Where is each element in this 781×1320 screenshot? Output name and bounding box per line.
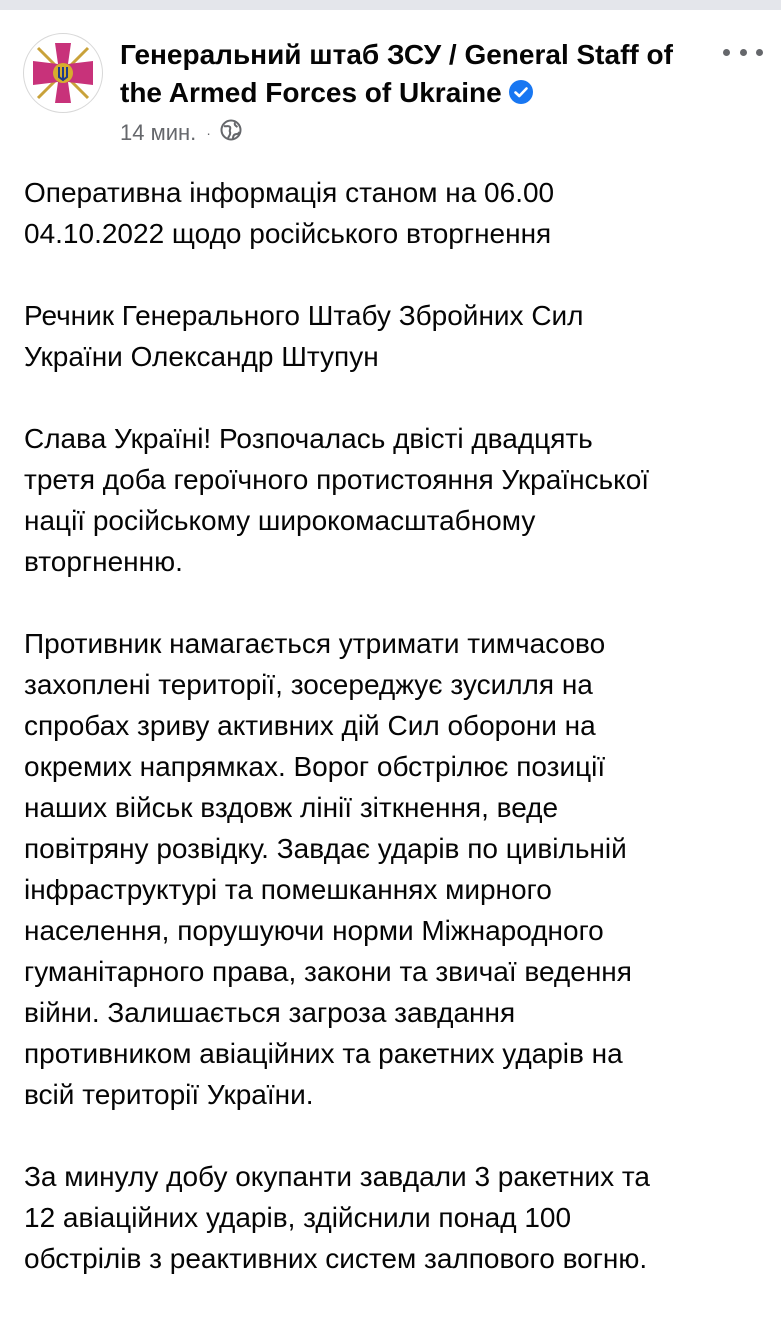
verified-badge-icon — [508, 77, 534, 103]
general-staff-emblem-icon — [24, 34, 102, 112]
top-divider — [0, 0, 781, 10]
more-options-icon-dot — [740, 49, 747, 56]
post-paragraph: Речник Генерального Штабу Збройних Сил України Олександр Штупун — [24, 300, 584, 372]
page-avatar[interactable] — [23, 33, 103, 113]
post-header — [0, 10, 781, 150]
post-paragraph: За минулу добу окупанти завдали 3 ракетних та 12 авіаційних ударів, здійснили понад 100 обстрілів з реактивних систем залпового вогню. — [24, 1161, 650, 1274]
more-options-icon-dot — [756, 49, 763, 56]
post-text — [24, 172, 764, 1320]
more-options-icon-dot — [723, 49, 730, 56]
page-name[interactable] — [120, 36, 700, 112]
globe-icon — [220, 119, 242, 147]
post-meta — [120, 118, 242, 148]
post-paragraph: Слава Україні! Розпочалась двісті двадцять третя доба героїчного протистояння Української нації російському широкомасштабному вторгненню. — [24, 423, 650, 577]
meta-separator: · — [206, 125, 211, 141]
more-options-button[interactable] — [723, 40, 763, 64]
post-timestamp[interactable]: 14 мин. — [120, 120, 197, 145]
post-paragraph: Противник намагається утримати тимчасово захоплені території, зосереджує зусилля на спробах зриву активних дій Сил оборони на окремих напрямках. Ворог обстрілює позиції наших військ вздовж лінії зіткнення, веде повітряну розвідку. Завдає ударів по цивільній інфраструктурі та помешканнях мирного населення, порушуючи норми Міжнародного гуманітарного права, закони та звичаї ведення війни. Залишається загроза завдання противником авіаційних та ракетних ударів на всій території України. — [24, 628, 632, 1110]
page-name-text[interactable]: Генеральний штаб ЗСУ / General Staff of the Armed Forces of Ukraine — [120, 39, 673, 108]
post-paragraph: Оперативна інформація станом на 06.00 04.10.2022 щодо російського вторгнення — [24, 177, 555, 249]
